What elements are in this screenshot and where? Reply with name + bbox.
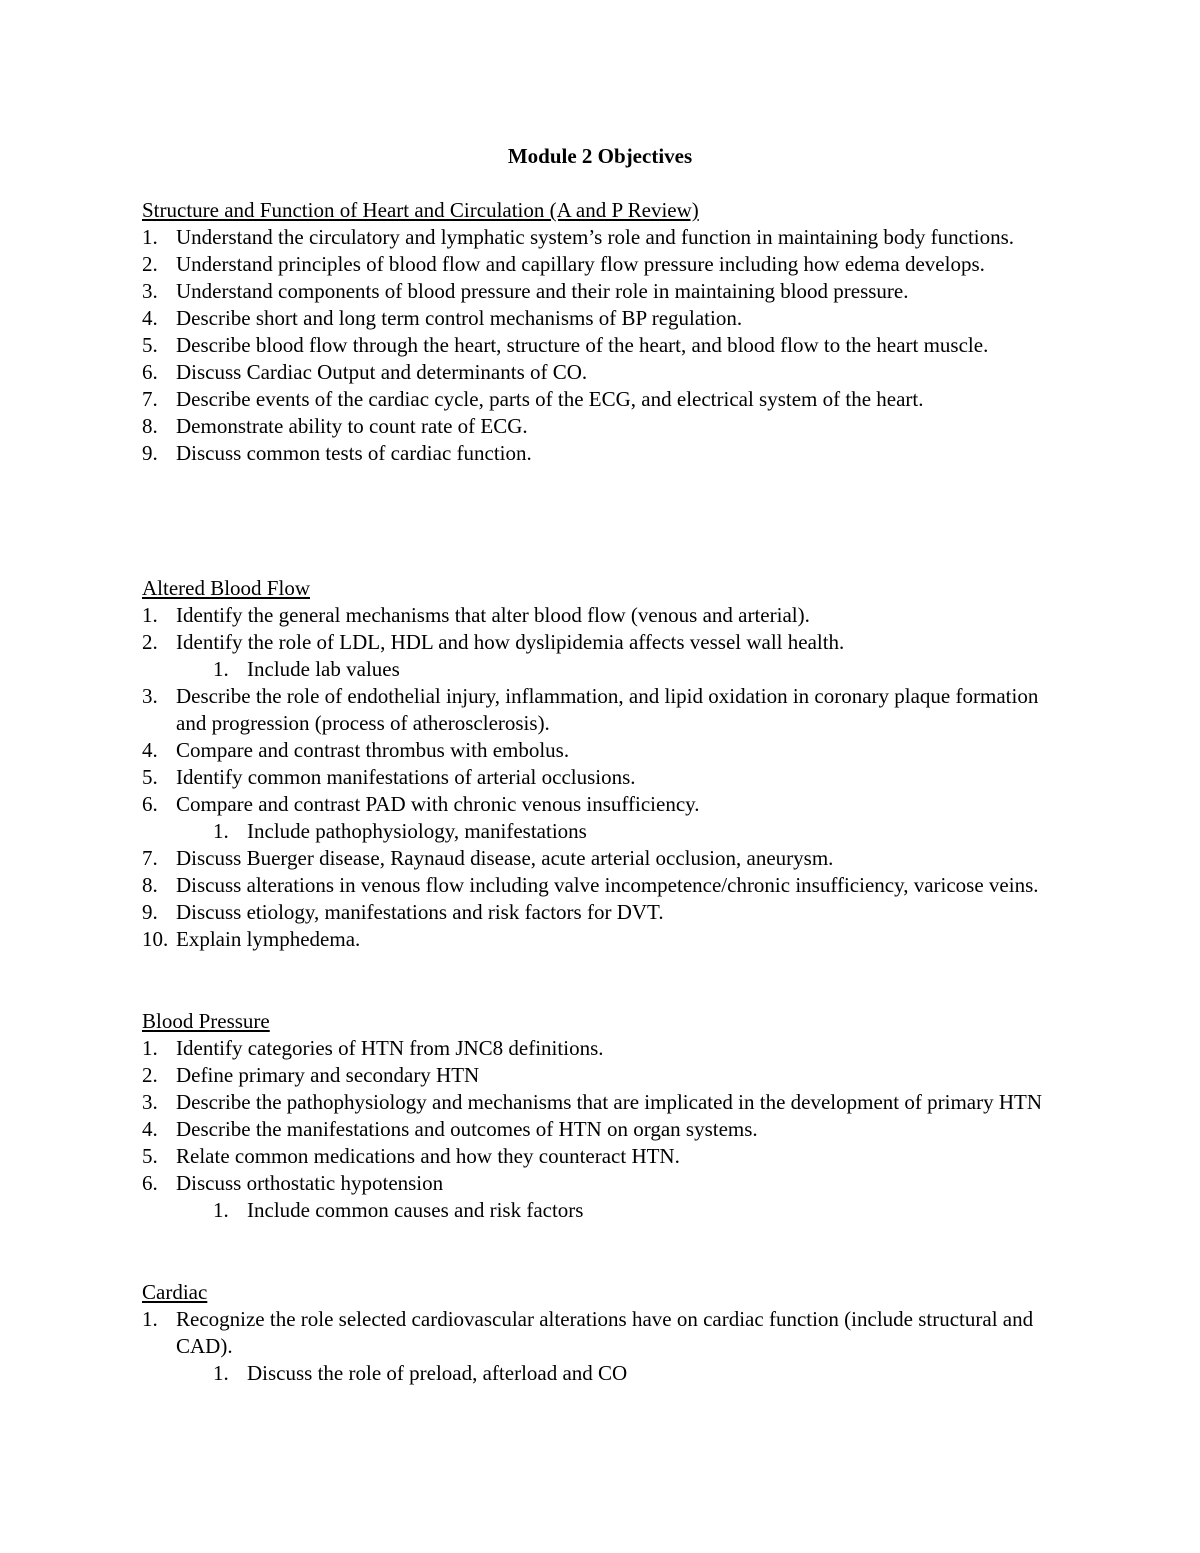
item-number: 5. xyxy=(142,333,158,357)
item-number: 4. xyxy=(142,1117,158,1141)
item-number: 3. xyxy=(142,1090,158,1114)
section-heading: Cardiac xyxy=(142,1280,208,1304)
item-text: Describe short and long term control mechanisms of BP regulation. xyxy=(176,306,743,330)
item-text: Describe blood flow through the heart, structure of the heart, and blood flow to the heart muscle. xyxy=(176,333,989,357)
list-item xyxy=(142,683,1072,737)
list-item xyxy=(142,386,1072,413)
item-number: 7. xyxy=(142,846,158,870)
list-item xyxy=(142,737,1072,764)
list-item xyxy=(142,872,1072,899)
item-number: 5. xyxy=(142,765,158,789)
item-text: Discuss alterations in venous flow including valve incompetence/chronic insufficiency, varicose veins. xyxy=(176,873,1039,897)
item-text: Discuss etiology, manifestations and risk factors for DVT. xyxy=(176,900,664,924)
list-item xyxy=(142,1089,1072,1116)
section-blood-pressure xyxy=(142,1008,1072,1224)
list-item xyxy=(142,332,1072,359)
list-item xyxy=(142,1170,1072,1197)
item-text: Explain lymphedema. xyxy=(176,927,361,951)
item-number: 1. xyxy=(213,819,229,843)
list-item xyxy=(142,1306,1072,1360)
item-text: Understand principles of blood flow and capillary flow pressure including how edema develops. xyxy=(176,252,985,276)
item-text: Describe events of the cardiac cycle, parts of the ECG, and electrical system of the heart. xyxy=(176,387,924,411)
item-number: 1. xyxy=(142,1036,158,1060)
item-number: 8. xyxy=(142,873,158,897)
list-item xyxy=(142,1116,1072,1143)
list-item xyxy=(142,791,1072,818)
list-item xyxy=(142,602,1072,629)
item-text: Include lab values xyxy=(247,657,400,681)
item-text: Describe the pathophysiology and mechanisms that are implicated in the development of primary HTN xyxy=(176,1090,1043,1114)
item-text: Identify the general mechanisms that alter blood flow (venous and arterial). xyxy=(176,603,810,627)
sub-list-item xyxy=(142,1360,1072,1387)
section-cardiac xyxy=(142,1279,1072,1387)
item-text: Include pathophysiology, manifestations xyxy=(247,819,587,843)
list-item xyxy=(142,440,1072,467)
list-item xyxy=(142,251,1072,278)
item-number: 1. xyxy=(142,603,158,627)
item-number: 1. xyxy=(213,1198,229,1222)
section-altered-blood-flow xyxy=(142,575,1072,953)
item-number: 1. xyxy=(142,1307,158,1331)
sub-list-item xyxy=(142,656,1072,683)
section-heading: Blood Pressure xyxy=(142,1009,270,1033)
list-item xyxy=(142,926,1072,953)
sub-list-item xyxy=(142,818,1072,845)
item-number: 6. xyxy=(142,1171,158,1195)
list-item xyxy=(142,413,1072,440)
list-item xyxy=(142,629,1072,656)
item-number: 4. xyxy=(142,306,158,330)
list-item xyxy=(142,1062,1072,1089)
sub-list-item xyxy=(142,1197,1072,1224)
item-number: 6. xyxy=(142,360,158,384)
item-text: Demonstrate ability to count rate of ECG. xyxy=(176,414,528,438)
item-text: Compare and contrast PAD with chronic venous insufficiency. xyxy=(176,792,700,816)
item-text: Identify the role of LDL, HDL and how dyslipidemia affects vessel wall health. xyxy=(176,630,845,654)
list-item xyxy=(142,278,1072,305)
list-item xyxy=(142,224,1072,251)
item-text: Discuss the role of preload, afterload and CO xyxy=(247,1361,628,1385)
item-text: Discuss Buerger disease, Raynaud disease, acute arterial occlusion, aneurysm. xyxy=(176,846,834,870)
section-heading: Structure and Function of Heart and Circulation (A and P Review) xyxy=(142,198,699,222)
item-text: Describe the role of endothelial injury, inflammation, and lipid oxidation in coronary plaque formation and progression (process of atherosclerosis). xyxy=(176,684,1039,735)
item-number: 4. xyxy=(142,738,158,762)
item-number: 10. xyxy=(142,927,169,951)
item-text: Identify common manifestations of arterial occlusions. xyxy=(176,765,636,789)
item-text: Identify categories of HTN from JNC8 definitions. xyxy=(176,1036,604,1060)
item-number: 1. xyxy=(142,225,158,249)
page-title: Module 2 Objectives xyxy=(507,144,693,168)
item-text: Relate common medications and how they counteract HTN. xyxy=(176,1144,680,1168)
section-structure-function xyxy=(142,197,1072,467)
list-item xyxy=(142,1035,1072,1062)
item-text: Include common causes and risk factors xyxy=(247,1198,584,1222)
item-text: Discuss Cardiac Output and determinants of CO. xyxy=(176,360,588,384)
item-number: 7. xyxy=(142,387,158,411)
item-text: Define primary and secondary HTN xyxy=(176,1063,480,1087)
item-text: Understand the circulatory and lymphatic system’s role and function in maintaining body functions. xyxy=(176,225,1015,249)
item-number: 1. xyxy=(213,657,229,681)
list-item xyxy=(142,1143,1072,1170)
item-number: 2. xyxy=(142,252,158,276)
list-item xyxy=(142,845,1072,872)
item-text: Compare and contrast thrombus with embolus. xyxy=(176,738,570,762)
item-number: 8. xyxy=(142,414,158,438)
list-item xyxy=(142,359,1072,386)
list-item xyxy=(142,899,1072,926)
item-number: 5. xyxy=(142,1144,158,1168)
item-text: Recognize the role selected cardiovascular alterations have on cardiac function (include structural and CAD). xyxy=(176,1307,1034,1358)
item-number: 6. xyxy=(142,792,158,816)
item-text: Describe the manifestations and outcomes of HTN on organ systems. xyxy=(176,1117,758,1141)
section-heading: Altered Blood Flow xyxy=(142,576,310,600)
list-item xyxy=(142,305,1072,332)
item-number: 9. xyxy=(142,900,158,924)
item-number: 1. xyxy=(213,1361,229,1385)
item-text: Discuss orthostatic hypotension xyxy=(176,1171,444,1195)
list-item xyxy=(142,764,1072,791)
item-number: 3. xyxy=(142,279,158,303)
item-text: Discuss common tests of cardiac function. xyxy=(176,441,532,465)
item-number: 9. xyxy=(142,441,158,465)
item-text: Understand components of blood pressure and their role in maintaining blood pressure. xyxy=(176,279,909,303)
item-number: 2. xyxy=(142,1063,158,1087)
item-number: 2. xyxy=(142,630,158,654)
item-number: 3. xyxy=(142,684,158,708)
